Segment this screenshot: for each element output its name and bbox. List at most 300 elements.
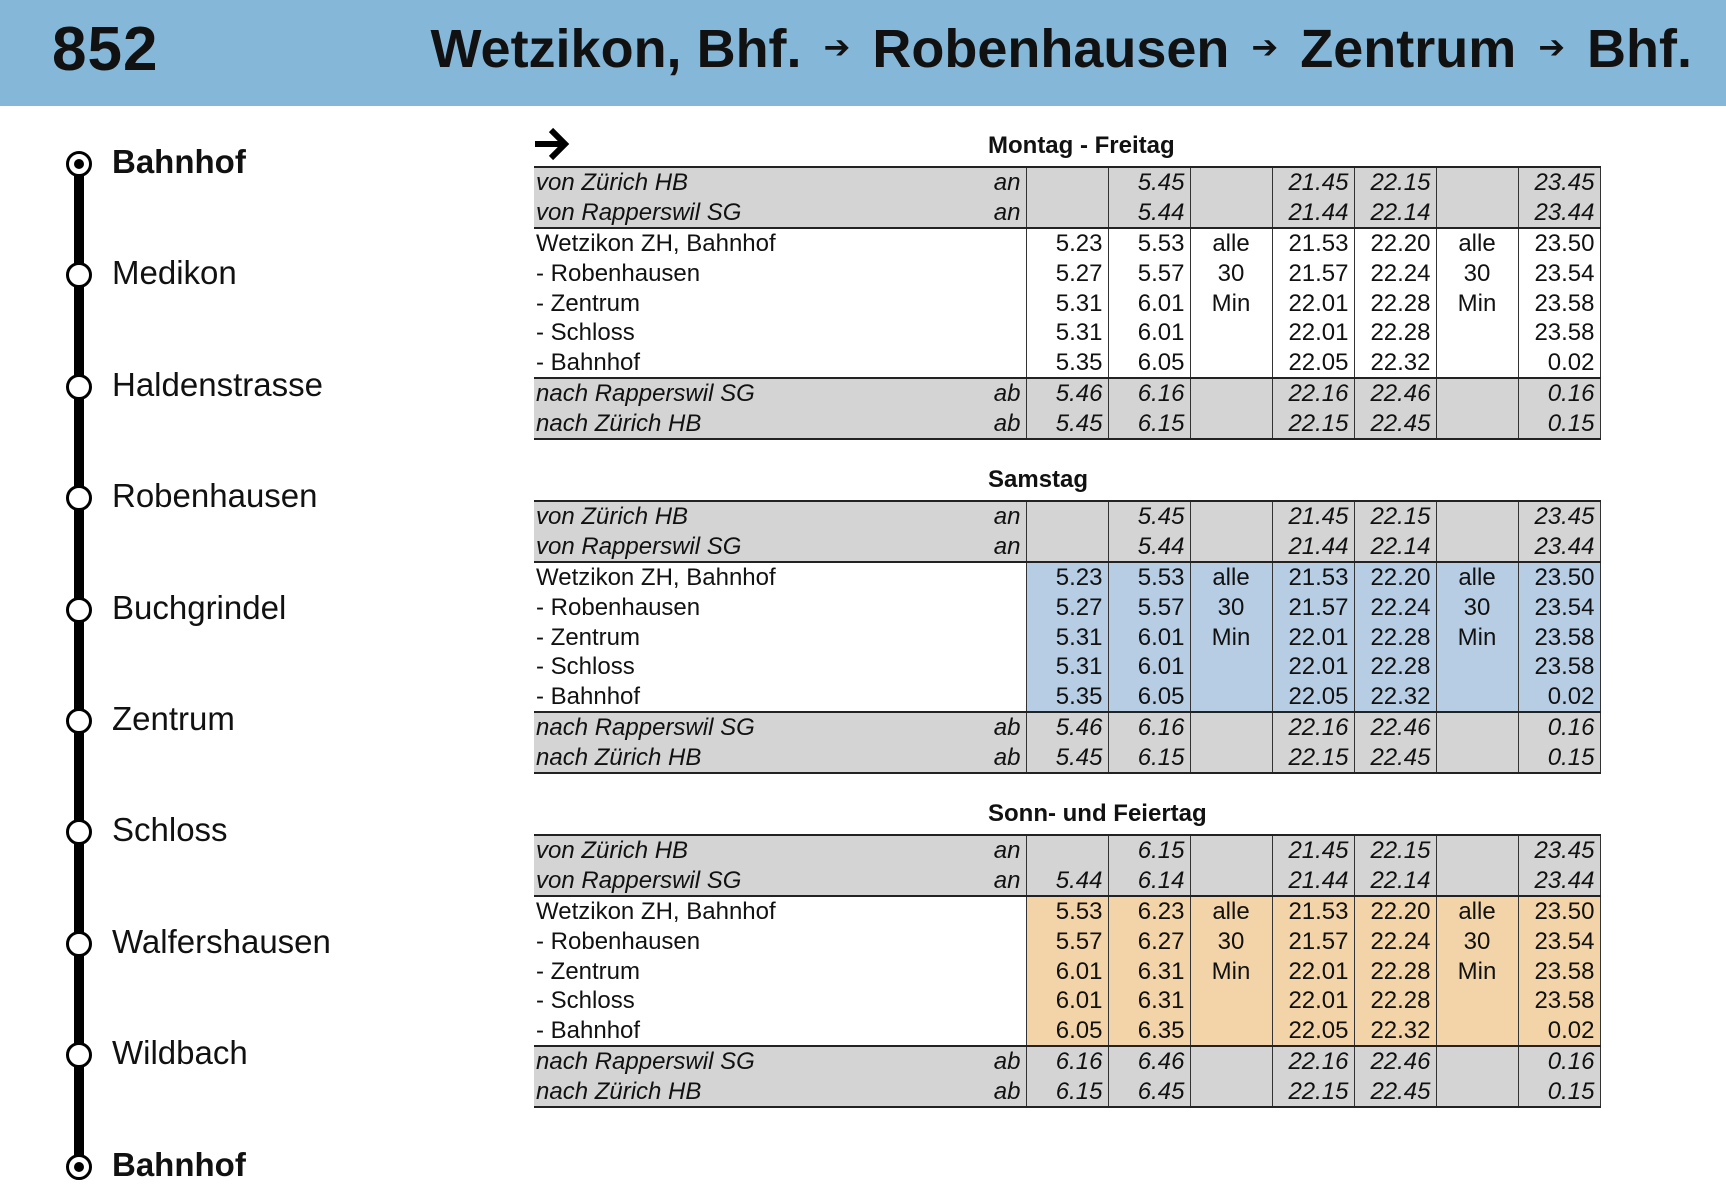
arrival-departure-mark: ab [988, 378, 1026, 409]
time-cell: Min [1436, 956, 1518, 986]
stop-name: Schloss [112, 811, 228, 849]
time-cell: 22.15 [1354, 501, 1436, 532]
time-cell: 21.44 [1272, 866, 1354, 897]
line-number: 852 [52, 15, 159, 84]
time-cell: 5.45 [1108, 501, 1190, 532]
time-cell: 23.58 [1518, 318, 1600, 348]
stop-name: Bahnhof [112, 1145, 246, 1183]
time-cell: 22.45 [1354, 409, 1436, 440]
time-cell: 5.57 [1026, 927, 1108, 957]
table-row [534, 927, 1600, 957]
time-cell [1190, 1046, 1272, 1077]
time-cell: 23.58 [1518, 622, 1600, 652]
row-label: von Zürich HB [534, 167, 988, 198]
time-cell [1190, 866, 1272, 897]
time-cell: 5.35 [1026, 348, 1108, 379]
time-cell: 0.16 [1518, 1046, 1600, 1077]
time-cell: 23.50 [1518, 562, 1600, 593]
time-cell: 21.45 [1272, 501, 1354, 532]
row-label: nach Zürich HB [534, 743, 988, 774]
time-cell: 22.45 [1354, 1077, 1436, 1108]
arrival-departure-mark [988, 896, 1026, 927]
stop-item [66, 365, 606, 405]
time-cell [1436, 532, 1518, 563]
time-cell: 22.01 [1272, 622, 1354, 652]
time-cell: 22.14 [1354, 198, 1436, 229]
row-label: Wetzikon ZH, Bahnhof [534, 896, 988, 927]
time-cell: alle [1436, 562, 1518, 593]
time-cell [1436, 866, 1518, 897]
row-label: - Schloss [536, 319, 635, 347]
table-title: Sonn- und Feiertag [988, 800, 1207, 827]
stop-name: Bahnhof [112, 143, 246, 180]
time-cell: 6.16 [1108, 712, 1190, 743]
time-cell: 22.05 [1272, 348, 1354, 379]
route-arrow-icon: ➔ [1538, 29, 1566, 65]
time-cell: 6.01 [1108, 622, 1190, 652]
time-cell: 6.27 [1108, 927, 1190, 957]
time-cell: 22.14 [1354, 532, 1436, 563]
time-cell: 23.50 [1518, 896, 1600, 927]
arrival-departure-mark: ab [988, 1046, 1026, 1077]
time-cell: 21.44 [1272, 198, 1354, 229]
time-cell: Min [1190, 956, 1272, 986]
stop-name: Walfershausen [112, 922, 331, 960]
arrival-departure-mark [988, 228, 1026, 259]
table-row [534, 986, 1600, 1016]
time-cell: 22.20 [1354, 896, 1436, 927]
time-cell [1436, 743, 1518, 774]
time-cell: 22.14 [1354, 866, 1436, 897]
stop-item [66, 810, 606, 850]
table-row [534, 378, 1600, 409]
time-cell [1436, 1077, 1518, 1108]
time-cell [1026, 532, 1108, 563]
time-cell: 22.01 [1272, 318, 1354, 348]
table-row [534, 409, 1600, 440]
terminal-stop-icon [66, 151, 92, 177]
arrival-departure-mark [988, 927, 1026, 957]
time-cell: 22.28 [1354, 652, 1436, 682]
route-title [431, 18, 1692, 80]
time-cell: 22.24 [1354, 593, 1436, 623]
time-cell [1190, 652, 1272, 682]
arrival-departure-mark [988, 288, 1026, 318]
time-cell: 22.46 [1354, 1046, 1436, 1077]
time-cell [1190, 348, 1272, 379]
time-cell: 23.58 [1518, 288, 1600, 318]
arrival-departure-mark: an [988, 835, 1026, 866]
time-cell: 22.46 [1354, 378, 1436, 409]
time-cell: 21.57 [1272, 259, 1354, 289]
row-label: - Zentrum [536, 957, 641, 985]
time-cell: 22.15 [1354, 835, 1436, 866]
arrival-departure-mark [988, 318, 1026, 348]
time-cell [1436, 652, 1518, 682]
table-row [534, 622, 1600, 652]
time-cell [1436, 682, 1518, 713]
stop-circle-icon [66, 708, 92, 734]
time-cell: 6.01 [1108, 652, 1190, 682]
time-cell: 5.27 [1026, 593, 1108, 623]
row-label: - Robenhausen [536, 260, 701, 288]
time-cell: 6.05 [1108, 682, 1190, 713]
time-cell [1436, 712, 1518, 743]
time-cell: 23.45 [1518, 501, 1600, 532]
arrival-departure-mark [988, 652, 1026, 682]
row-label: von Rapperswil SG [534, 532, 988, 563]
time-cell: 6.45 [1108, 1077, 1190, 1108]
table-row [534, 712, 1600, 743]
time-cell: 22.28 [1354, 956, 1436, 986]
time-cell: 5.45 [1026, 409, 1108, 440]
time-cell [1436, 167, 1518, 198]
time-cell: 23.44 [1518, 532, 1600, 563]
time-cell [1026, 501, 1108, 532]
time-cell [1190, 1077, 1272, 1108]
time-cell: 23.44 [1518, 866, 1600, 897]
time-cell: 5.46 [1026, 712, 1108, 743]
time-cell: 6.31 [1108, 956, 1190, 986]
table-row [534, 532, 1600, 563]
time-cell: Min [1190, 622, 1272, 652]
time-cell: 22.16 [1272, 378, 1354, 409]
arrival-departure-mark [988, 956, 1026, 986]
time-cell: 21.45 [1272, 835, 1354, 866]
time-cell [1026, 835, 1108, 866]
arrival-departure-mark: an [988, 198, 1026, 229]
time-cell: 23.58 [1518, 652, 1600, 682]
time-cell [1190, 318, 1272, 348]
time-cell: 5.53 [1108, 228, 1190, 259]
time-cell: 5.46 [1026, 378, 1108, 409]
time-cell [1190, 712, 1272, 743]
time-cell: 21.44 [1272, 532, 1354, 563]
table-row [534, 318, 1600, 348]
time-cell: 6.31 [1108, 986, 1190, 1016]
time-cell [1190, 501, 1272, 532]
time-cell [1436, 501, 1518, 532]
table-row [534, 1016, 1600, 1047]
time-cell: 23.50 [1518, 228, 1600, 259]
time-cell: 23.54 [1518, 927, 1600, 957]
timetable-weekday [534, 166, 1601, 440]
time-cell: 22.01 [1272, 652, 1354, 682]
time-cell: 22.32 [1354, 348, 1436, 379]
time-cell: 30 [1190, 593, 1272, 623]
table-row [534, 288, 1600, 318]
time-cell: 5.31 [1026, 622, 1108, 652]
arrival-departure-mark: an [988, 501, 1026, 532]
time-cell: alle [1190, 896, 1272, 927]
time-cell: 6.46 [1108, 1046, 1190, 1077]
table-row [534, 501, 1600, 532]
time-cell: 22.20 [1354, 228, 1436, 259]
stop-circle-icon [66, 931, 92, 957]
time-cell: 5.45 [1108, 167, 1190, 198]
time-cell: 30 [1436, 927, 1518, 957]
arrival-departure-mark: an [988, 866, 1026, 897]
stop-circle-icon [66, 374, 92, 400]
arrival-departure-mark [988, 562, 1026, 593]
time-cell: 23.58 [1518, 986, 1600, 1016]
stop-item [66, 476, 606, 516]
time-cell: 5.44 [1026, 866, 1108, 897]
row-label: von Rapperswil SG [534, 866, 988, 897]
stop-item [66, 1145, 606, 1185]
time-cell: alle [1436, 896, 1518, 927]
time-cell: 23.54 [1518, 593, 1600, 623]
time-cell: 6.15 [1108, 409, 1190, 440]
time-cell [1436, 409, 1518, 440]
time-cell: 5.27 [1026, 259, 1108, 289]
row-label: - Schloss [536, 987, 635, 1015]
time-cell: 6.05 [1026, 1016, 1108, 1047]
stop-name: Buchgrindel [112, 588, 287, 626]
time-cell [1190, 835, 1272, 866]
time-cell: Min [1436, 288, 1518, 318]
header-band [0, 0, 1726, 106]
row-label: Wetzikon ZH, Bahnhof [534, 228, 988, 259]
arrival-departure-mark [988, 986, 1026, 1016]
time-cell: 23.58 [1518, 956, 1600, 986]
time-cell: 22.05 [1272, 682, 1354, 713]
time-cell [1436, 198, 1518, 229]
table-row [534, 198, 1600, 229]
time-cell: 5.57 [1108, 593, 1190, 623]
time-cell: 23.54 [1518, 259, 1600, 289]
time-cell [1190, 409, 1272, 440]
row-label: nach Zürich HB [534, 1077, 988, 1108]
stop-circle-icon [66, 485, 92, 511]
table-row [534, 259, 1600, 289]
terminal-stop-icon [66, 1154, 92, 1180]
arrival-departure-mark: an [988, 532, 1026, 563]
stop-name: Zentrum [112, 700, 235, 737]
time-cell: 22.01 [1272, 288, 1354, 318]
time-cell: 5.31 [1026, 318, 1108, 348]
stop-name: Wildbach [112, 1034, 248, 1072]
time-cell: 23.44 [1518, 198, 1600, 229]
time-cell: 6.14 [1108, 866, 1190, 897]
stop-item [66, 922, 606, 962]
time-cell: 0.02 [1518, 1016, 1600, 1047]
time-cell: alle [1190, 562, 1272, 593]
time-cell: 22.46 [1354, 712, 1436, 743]
time-cell: alle [1436, 228, 1518, 259]
stop-name: Medikon [112, 254, 237, 292]
table-row [534, 743, 1600, 774]
time-cell: 6.23 [1108, 896, 1190, 927]
time-cell: 21.53 [1272, 896, 1354, 927]
time-cell: 22.28 [1354, 986, 1436, 1016]
time-cell: 22.32 [1354, 682, 1436, 713]
arrival-departure-mark: ab [988, 409, 1026, 440]
route-arrow-icon: ➔ [823, 29, 851, 65]
time-cell: 6.15 [1108, 835, 1190, 866]
time-cell: 5.35 [1026, 682, 1108, 713]
time-cell: 0.15 [1518, 409, 1600, 440]
time-cell [1436, 1016, 1518, 1047]
time-cell: 22.01 [1272, 956, 1354, 986]
stop-name: Robenhausen [112, 477, 318, 515]
row-label: nach Rapperswil SG [534, 1046, 988, 1077]
stop-item [66, 699, 606, 739]
time-cell: 6.05 [1108, 348, 1190, 379]
time-cell: 6.16 [1108, 378, 1190, 409]
time-cell: 30 [1436, 259, 1518, 289]
table-row [534, 956, 1600, 986]
stop-circle-icon [66, 597, 92, 623]
table-row [534, 1046, 1600, 1077]
table-row [534, 866, 1600, 897]
time-cell: 22.24 [1354, 259, 1436, 289]
arrival-departure-mark [988, 622, 1026, 652]
stop-item [66, 588, 606, 628]
arrival-departure-mark: ab [988, 712, 1026, 743]
time-cell: 22.05 [1272, 1016, 1354, 1047]
time-cell [1190, 167, 1272, 198]
time-cell: 23.45 [1518, 167, 1600, 198]
time-cell: 6.01 [1108, 318, 1190, 348]
time-cell: 5.23 [1026, 562, 1108, 593]
time-cell: 6.35 [1108, 1016, 1190, 1047]
time-cell: 30 [1190, 259, 1272, 289]
table-row [534, 562, 1600, 593]
table-row [534, 167, 1600, 198]
table-title: Samstag [988, 466, 1089, 493]
time-cell [1190, 378, 1272, 409]
time-cell [1026, 167, 1108, 198]
time-cell: 6.01 [1026, 986, 1108, 1016]
time-cell: Min [1436, 622, 1518, 652]
time-cell: 0.16 [1518, 712, 1600, 743]
stop-item [66, 142, 606, 182]
timetable-sat [534, 500, 1601, 774]
row-label: von Zürich HB [534, 501, 988, 532]
row-label: von Zürich HB [534, 835, 988, 866]
arrow-right-icon [533, 124, 573, 164]
time-cell: alle [1190, 228, 1272, 259]
row-label: - Zentrum [536, 289, 641, 317]
time-cell: 22.20 [1354, 562, 1436, 593]
time-cell: 5.31 [1026, 288, 1108, 318]
time-cell: 21.45 [1272, 167, 1354, 198]
row-label: - Robenhausen [536, 928, 701, 956]
table-title: Montag - Freitag [988, 132, 1175, 159]
table-row [534, 348, 1600, 379]
time-cell: 5.53 [1026, 896, 1108, 927]
time-cell: 5.31 [1026, 652, 1108, 682]
time-cell: 22.28 [1354, 318, 1436, 348]
time-cell: 21.57 [1272, 593, 1354, 623]
time-cell [1190, 986, 1272, 1016]
time-cell: 5.44 [1108, 532, 1190, 563]
arrival-departure-mark [988, 593, 1026, 623]
time-cell: 30 [1190, 927, 1272, 957]
table-row [534, 228, 1600, 259]
arrival-departure-mark [988, 348, 1026, 379]
arrival-departure-mark [988, 259, 1026, 289]
time-cell: 22.28 [1354, 288, 1436, 318]
time-cell: 5.57 [1108, 259, 1190, 289]
time-cell: 22.15 [1272, 409, 1354, 440]
stop-circle-icon [66, 1042, 92, 1068]
stop-item [66, 1033, 606, 1073]
arrival-departure-mark [988, 1016, 1026, 1047]
row-label: - Schloss [536, 653, 635, 681]
row-label: von Rapperswil SG [534, 198, 988, 229]
time-cell: 0.02 [1518, 348, 1600, 379]
time-cell: 6.15 [1108, 743, 1190, 774]
time-cell: 0.16 [1518, 378, 1600, 409]
stop-name: Haldenstrasse [112, 365, 323, 403]
time-cell [1436, 835, 1518, 866]
arrival-departure-mark: ab [988, 743, 1026, 774]
time-cell: 22.15 [1272, 1077, 1354, 1108]
time-cell: 6.15 [1026, 1077, 1108, 1108]
arrival-departure-mark: ab [988, 1077, 1026, 1108]
table-row [534, 682, 1600, 713]
row-label: nach Rapperswil SG [534, 712, 988, 743]
time-cell [1436, 1046, 1518, 1077]
time-cell: 23.45 [1518, 835, 1600, 866]
time-cell: 5.53 [1108, 562, 1190, 593]
time-cell: 5.23 [1026, 228, 1108, 259]
time-cell: Min [1190, 288, 1272, 318]
row-label: - Bahnhof [536, 348, 641, 376]
time-cell: 6.01 [1108, 288, 1190, 318]
table-row [534, 835, 1600, 866]
time-cell: 22.16 [1272, 1046, 1354, 1077]
time-cell: 22.45 [1354, 743, 1436, 774]
time-cell [1190, 682, 1272, 713]
time-cell: 0.02 [1518, 682, 1600, 713]
time-cell: 22.15 [1354, 167, 1436, 198]
row-label: nach Zürich HB [534, 409, 988, 440]
time-cell: 21.53 [1272, 562, 1354, 593]
time-cell: 6.16 [1026, 1046, 1108, 1077]
time-cell: 21.57 [1272, 927, 1354, 957]
time-cell [1190, 1016, 1272, 1047]
route-stop: Bhf. [1587, 19, 1692, 79]
time-cell [1436, 318, 1518, 348]
time-cell [1436, 378, 1518, 409]
time-cell: 6.01 [1026, 956, 1108, 986]
row-label: - Bahnhof [536, 682, 641, 710]
row-label: - Bahnhof [536, 1016, 641, 1044]
time-cell: 22.24 [1354, 927, 1436, 957]
time-cell [1026, 198, 1108, 229]
row-label: Wetzikon ZH, Bahnhof [534, 562, 988, 593]
row-label: - Zentrum [536, 623, 641, 651]
stop-circle-icon [66, 262, 92, 288]
time-cell: 0.15 [1518, 1077, 1600, 1108]
time-cell [1190, 532, 1272, 563]
table-row [534, 652, 1600, 682]
time-cell [1190, 743, 1272, 774]
table-row [534, 896, 1600, 927]
row-label: - Robenhausen [536, 594, 701, 622]
arrival-departure-mark: an [988, 167, 1026, 198]
time-cell: 22.32 [1354, 1016, 1436, 1047]
time-cell: 22.15 [1272, 743, 1354, 774]
time-cell: 22.16 [1272, 712, 1354, 743]
timetable-sun [534, 834, 1601, 1108]
time-cell: 0.15 [1518, 743, 1600, 774]
arrival-departure-mark [988, 682, 1026, 713]
route-line [74, 162, 84, 1162]
